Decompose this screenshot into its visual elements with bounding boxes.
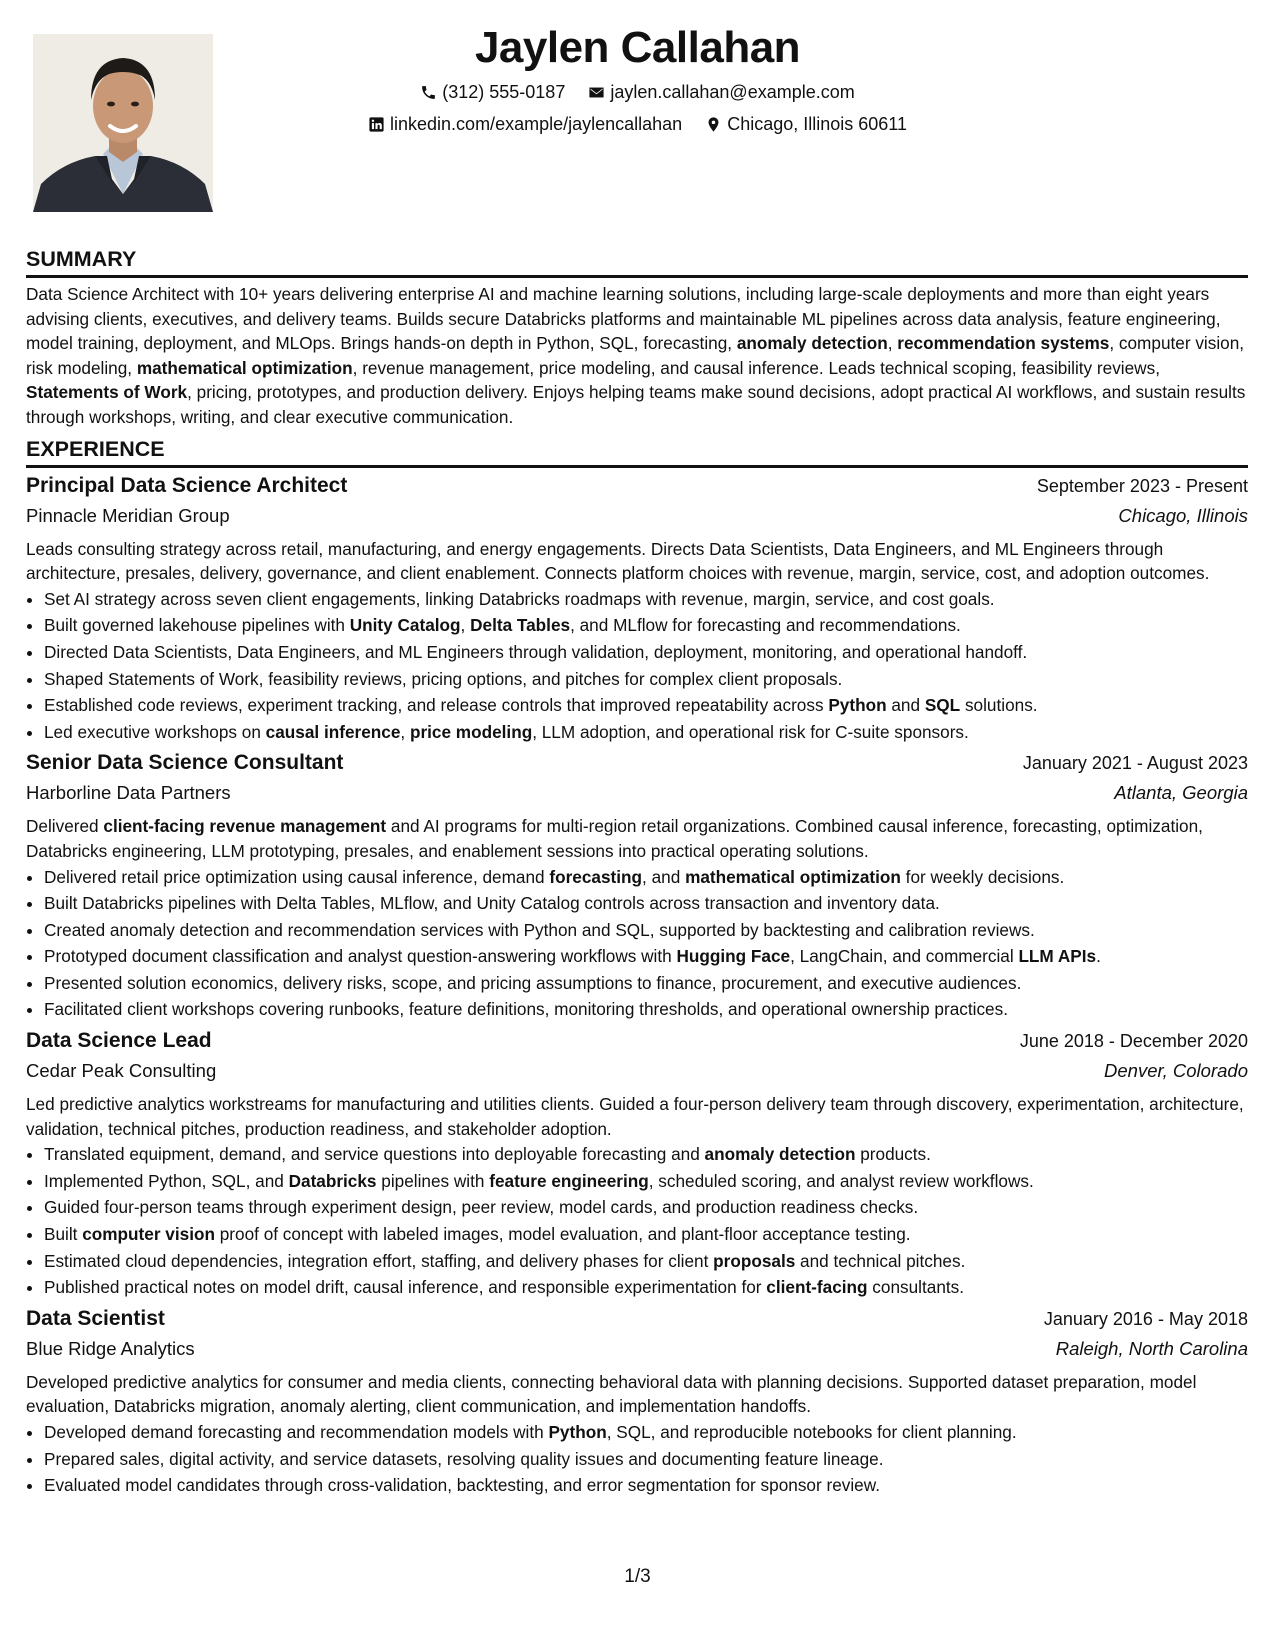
summary-text	[26, 282, 1248, 430]
bullet-item	[44, 1221, 1248, 1248]
bold-keyword: client-facing revenue management	[103, 816, 387, 837]
envelope-icon	[588, 84, 605, 101]
text-run: Implemented Python, SQL, and	[44, 1170, 289, 1191]
job-dates: January 2021 - August 2023	[1022, 753, 1248, 774]
bold-keyword: Statements of Work	[26, 382, 188, 403]
job-subheader	[26, 1060, 1248, 1092]
text-run: ,	[887, 333, 898, 354]
text-run: , computer vision, risk modeling,	[26, 333, 1245, 378]
text-run: pipelines with	[376, 1170, 490, 1191]
job-bullets	[26, 864, 1248, 1024]
company-name: Blue Ridge Analytics	[26, 1337, 195, 1359]
linkedin-icon	[368, 116, 385, 133]
text-run: Presented solution economics, delivery risks, scope, and pricing assumptions to finance, procurement, and executive audiences.	[44, 972, 1022, 993]
linkedin-url: linkedin.com/example/jaylencallahan	[390, 114, 683, 134]
job-location: Denver, Colorado	[1104, 1060, 1248, 1082]
bold-keyword: LLM APIs	[1018, 946, 1097, 967]
job-title: Data Science Lead	[26, 1029, 212, 1053]
experience-heading: EXPERIENCE	[26, 436, 1248, 468]
bold-keyword: proposals	[713, 1250, 796, 1271]
bullet-item	[44, 917, 1248, 944]
text-run: consultants.	[867, 1277, 965, 1298]
text-run: , revenue management, price modeling, and causal inference. Leads technical scoping, feasibility reviews,	[352, 357, 1160, 378]
bold-keyword: Python	[828, 695, 887, 716]
job-location: Atlanta, Georgia	[1114, 782, 1248, 804]
company-name: Cedar Peak Consulting	[26, 1060, 217, 1082]
experience-list	[26, 474, 1248, 1499]
job-header	[26, 474, 1248, 505]
job-title: Senior Data Science Consultant	[26, 751, 344, 775]
job-subheader	[26, 782, 1248, 814]
bold-keyword: Hugging Face	[676, 946, 791, 967]
text-run: , and	[642, 866, 686, 887]
job-dates: June 2018 - December 2020	[1019, 1031, 1248, 1052]
bullet-item	[44, 639, 1248, 666]
email-address: jaylen.callahan@example.com	[610, 82, 855, 102]
bullet-item	[44, 719, 1248, 746]
location-contact	[705, 112, 907, 136]
bold-keyword: feature engineering	[489, 1170, 649, 1191]
text-run: Built Databricks pipelines with Delta Tables, MLflow, and Unity Catalog controls across transaction and inventory data.	[44, 893, 940, 914]
text-run: , and MLflow for forecasting and recommendations.	[570, 615, 961, 636]
job-entry	[26, 1307, 1248, 1499]
bullet-item	[44, 1274, 1248, 1301]
text-run: , SQL, and reproducible notebooks for client planning.	[606, 1422, 1017, 1442]
text-run: ,	[400, 721, 410, 742]
job-description	[26, 537, 1248, 586]
text-run: Estimated cloud dependencies, integration effort, staffing, and delivery phases for client	[44, 1250, 714, 1271]
text-run: Established code reviews, experiment tracking, and release controls that improved repeatability across	[44, 695, 829, 716]
job-dates: September 2023 - Present	[1036, 475, 1248, 496]
text-run: Prototyped document classification and analyst question-answering workflows with	[44, 946, 677, 967]
candidate-name: Jaylen Callahan	[474, 23, 801, 72]
text-run: Created anomaly detection and recommendation services with Python and SQL, supported by backtesting and calibration reviews.	[44, 919, 1035, 940]
phone-contact[interactable]	[420, 80, 565, 104]
company-name: Harborline Data Partners	[26, 782, 231, 804]
bullet-item	[44, 1248, 1248, 1275]
job-description	[26, 1092, 1248, 1141]
bold-keyword: client-facing	[766, 1277, 868, 1298]
job-title: Principal Data Science Architect	[26, 473, 348, 497]
bold-keyword: Python	[548, 1422, 607, 1442]
text-run: , pricing, prototypes, and production delivery. Enjoys helping teams make sound decisions, adopt practical AI workflows, and sustain results through workshops, writing, and clear executive communication.	[26, 382, 1246, 427]
bold-keyword: mathematical optimization	[136, 357, 353, 378]
text-run: , scheduled scoring, and analyst review workflows.	[648, 1170, 1034, 1191]
text-run: Guided four-person teams through experiment design, peer review, model cards, and production readiness checks.	[44, 1197, 919, 1218]
bold-keyword: price modeling	[409, 721, 533, 742]
resume-body	[26, 246, 1248, 1499]
text-run: Leads consulting strategy across retail, manufacturing, and energy engagements. Directs Data Scientists, Data Engineers, and ML Engineers through architecture, presales, delivery, governance, and client enablement. Connects platform choices with revenue, margin, service, cost, and adoption outcomes.	[26, 538, 1210, 584]
bullet-item	[44, 1446, 1248, 1473]
job-header	[26, 1029, 1248, 1060]
bold-keyword: anomaly detection	[704, 1144, 856, 1165]
bold-keyword: mathematical optimization	[685, 866, 901, 887]
text-run: and AI programs for multi-region retail organizations. Combined causal inference, forecasting, optimization, Databricks engineering, LLM prototyping, presales, and enablement sessions into practical operating solutions.	[26, 816, 1203, 861]
summary-heading: SUMMARY	[26, 246, 1248, 278]
bullet-item	[44, 1168, 1248, 1195]
text-run: Set AI strategy across seven client engagements, linking Databricks roadmaps with revenue, margin, service, and cost goals.	[44, 588, 995, 609]
text-run: proof of concept with labeled images, model evaluation, and plant-floor acceptance testing.	[214, 1224, 911, 1245]
text-run: Prepared sales, digital activity, and service datasets, resolving quality issues and documenting feature lineage.	[44, 1448, 884, 1469]
bullet-item	[44, 666, 1248, 693]
map-pin-icon	[705, 116, 722, 133]
text-run: Led executive workshops on	[44, 721, 266, 742]
text-run: .	[1096, 946, 1101, 967]
bold-keyword: causal inference	[265, 721, 401, 742]
page-number: 1/3	[624, 1566, 651, 1587]
text-run: Data Science Architect with 10+ years delivering enterprise AI and machine learning solutions, including large-scale deployments and more than eight years advising clients, executives, and delivery teams. Builds secure Databricks platforms and maintainable ML pipelines across data analysis, feature engineering, model training, deployment, and MLOps. Brings hands-on depth in Python, SQL, forecasting,	[26, 284, 1221, 354]
phone-number: (312) 555-0187	[442, 82, 566, 102]
text-run: Developed demand forecasting and recommendation models with	[44, 1422, 549, 1442]
job-subheader	[26, 1338, 1248, 1370]
job-bullets	[26, 1419, 1248, 1499]
job-location: Chicago, Illinois	[1118, 504, 1248, 526]
bold-keyword: recommendation systems	[897, 333, 1110, 354]
text-run: and	[886, 695, 925, 716]
email-contact[interactable]	[588, 80, 854, 104]
text-run: Evaluated model candidates through cross-validation, backtesting, and error segmentation for sponsor review.	[44, 1475, 880, 1496]
bold-keyword: forecasting	[549, 866, 643, 887]
bullet-item	[44, 864, 1248, 891]
text-run: Facilitated client workshops covering runbooks, feature definitions, monitoring thresholds, and operational ownership practices.	[44, 999, 1008, 1020]
job-bullets	[26, 586, 1248, 746]
linkedin-contact[interactable]	[368, 112, 682, 136]
bullet-item	[44, 996, 1248, 1023]
text-run: products.	[855, 1144, 931, 1165]
job-dates: January 2016 - May 2018	[1043, 1308, 1248, 1329]
job-header	[26, 751, 1248, 782]
text-run: solutions.	[960, 695, 1038, 716]
text-run: ,	[460, 615, 471, 636]
phone-icon	[420, 84, 437, 101]
bullet-item	[44, 612, 1248, 639]
bullet-item	[44, 1141, 1248, 1168]
job-description	[26, 814, 1248, 863]
text-run: , LLM adoption, and operational risk for C-suite sponsors.	[532, 721, 969, 742]
text-run: Delivered	[26, 816, 104, 837]
text-run: Shaped Statements of Work, feasibility reviews, pricing options, and pitches for complex client proposals.	[44, 668, 843, 689]
bold-keyword: Unity Catalog	[349, 615, 461, 636]
contact-row-secondary	[0, 112, 1275, 139]
job-bullets	[26, 1141, 1248, 1301]
text-run: Directed Data Scientists, Data Engineers, and ML Engineers through validation, deployment, monitoring, and operational handoff.	[44, 641, 1028, 662]
text-run: , LangChain, and commercial	[790, 946, 1019, 967]
text-run: Translated equipment, demand, and service questions into deployable forecasting and	[44, 1144, 705, 1165]
bullet-item	[44, 943, 1248, 970]
bullet-item	[44, 586, 1248, 613]
text-run: Developed predictive analytics for consumer and media clients, connecting behavioral data with planning decisions. Supported dataset preparation, model evaluation, Databricks migration, anomaly alerting, client communication, and implementation handoffs.	[26, 1371, 1197, 1417]
bullet-item	[44, 1419, 1248, 1446]
bold-keyword: Databricks	[288, 1170, 377, 1191]
job-entry	[26, 1029, 1248, 1301]
text-run: Built	[44, 1224, 83, 1245]
location-text: Chicago, Illinois 60611	[727, 114, 907, 134]
bullet-item	[44, 692, 1248, 719]
bullet-item	[44, 1472, 1248, 1499]
job-entry	[26, 751, 1248, 1023]
bullet-item	[44, 970, 1248, 997]
text-run: Delivered retail price optimization using causal inference, demand	[44, 866, 550, 887]
contact-row-primary	[0, 80, 1275, 107]
text-run: Built governed lakehouse pipelines with	[44, 615, 350, 636]
bullet-item	[44, 1194, 1248, 1221]
bullet-item	[44, 890, 1248, 917]
text-run: Published practical notes on model drift, causal inference, and responsible experimentation for	[44, 1277, 767, 1298]
text-run: Led predictive analytics workstreams for manufacturing and utilities clients. Guided a four-person delivery team through discovery, experimentation, architecture, validation, technical pitches, production readiness, and stakeholder adoption.	[26, 1094, 1244, 1139]
bold-keyword: anomaly detection	[736, 333, 888, 354]
bold-keyword: SQL	[924, 695, 961, 716]
job-title: Data Scientist	[26, 1306, 165, 1330]
text-run: and technical pitches.	[795, 1250, 966, 1271]
job-location: Raleigh, North Carolina	[1055, 1337, 1248, 1359]
job-description	[26, 1370, 1248, 1419]
job-subheader	[26, 505, 1248, 537]
job-header	[26, 1307, 1248, 1338]
job-entry	[26, 474, 1248, 746]
company-name: Pinnacle Meridian Group	[26, 504, 230, 526]
bold-keyword: Delta Tables	[470, 615, 571, 636]
text-run: for weekly decisions.	[900, 866, 1065, 887]
bold-keyword: computer vision	[82, 1224, 215, 1245]
